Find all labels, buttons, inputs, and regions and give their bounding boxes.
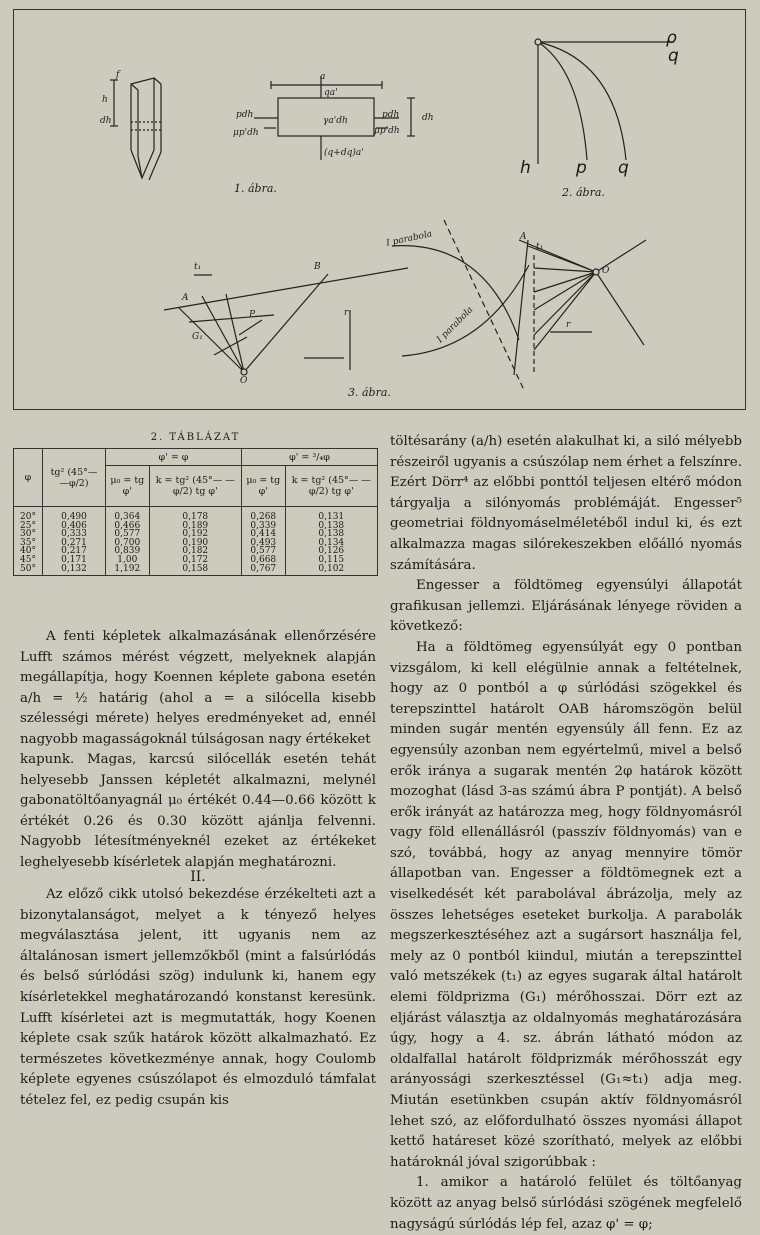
table-cell: 0,268	[241, 513, 285, 522]
fig2-caption: 2. ábra.	[562, 186, 605, 199]
fig3-label-t1: t₁	[194, 262, 202, 272]
fig1-label-dh-right: dh	[422, 113, 434, 123]
table-cell: 0,333	[43, 530, 106, 539]
table-cell: 0,126	[285, 547, 377, 556]
table-cell: 35°	[14, 539, 43, 548]
table-cell: 0,414	[241, 530, 285, 539]
fig3-label-r: r	[344, 308, 349, 318]
paragraph: kapunk. Magas, karcsú silócellák esetén tehát helyesebb Janssen képletét alkalmazni, melynél gabonatöltőanyagnál μ₀ értékét 0.44—0.66 között k értékét 0.26 és 0.30 között ajánlja felvenni. Nagyobb létesítményeknél ezeket az értékeket leghelyesebb kísérletek alapján meghatározni.	[20, 752, 376, 870]
fig2-label-q: q	[618, 158, 629, 178]
table-cell: 0,192	[149, 530, 241, 539]
group-phi-equal: φ' = φ	[106, 449, 242, 466]
col-k2: k = tg² (45°— —φ/2) tg φ'	[285, 466, 377, 507]
paragraph: 1. amikor a határoló felület és töltőanyag között az anyag belső súrlódási szögének megfelelő nagyságú súrlódás lép fel, azaz φ' = φ;	[390, 1175, 742, 1232]
figures-drawing	[14, 10, 747, 411]
table-cell: 0,700	[106, 539, 150, 548]
table-cell: 0,364	[106, 513, 150, 522]
table-cell: 0,406	[43, 522, 106, 531]
fig3-label-parabola2: I parabola	[435, 304, 476, 346]
fig1-label-h: h	[102, 95, 108, 105]
table-cell: 0,767	[241, 565, 285, 576]
table-cell: 0,131	[285, 513, 377, 522]
table-cell: 0,493	[241, 539, 285, 548]
paragraph: Engesser a földtömeg egyensúlyi állapotát grafikusan jellemzi. Eljárásának lényege röviden a következő:	[390, 578, 742, 635]
table-cell: 0,138	[285, 530, 377, 539]
col-phi: φ	[14, 449, 43, 507]
fig3-label-P: P	[249, 310, 256, 320]
table-cell: 0,138	[285, 522, 377, 531]
table-cell: 0,466	[106, 522, 150, 531]
table-cell: 0,182	[149, 547, 241, 556]
fig1-label-mu-left: μp'dh	[233, 128, 259, 138]
table-cell: 0,839	[106, 547, 150, 556]
col-k1: k = tg² (45°— —φ/2) tg φ'	[149, 466, 241, 507]
fig3-label-A: A	[182, 293, 189, 303]
group-phi-three-quarter: φ' = ³/₄φ	[241, 449, 377, 466]
col-tg: tg² (45°— —φ/2)	[43, 449, 106, 507]
table-cell: 20°	[14, 513, 43, 522]
fig2-label-p: p	[576, 158, 587, 178]
table-cell: 0,134	[285, 539, 377, 548]
fig3-label-O2: O	[602, 266, 610, 276]
table-cell: 1,00	[106, 556, 150, 565]
table-body	[14, 513, 378, 576]
paragraph: Ha a földtömeg egyensúlyát egy 0 pontban vizsgálom, ki kell elégülnie annak a feltételnek, hogy az 0 pontból a φ súrlódási szögekkel és terepszinttel határolt OAB háromszögön belül minden sugár mentén egyensúly áll fenn. Ez az egyensúly azonban nem egyértelmű, mivel a belső erők iránya a sugarak mentén 2φ határok között mozoghat (lásd 3-as számú ábra P pontját). A belső erők irányát az határozza meg, hogy földnyomásról vagy föld ellenállásról (passzív földnyomás) van e szó, továbbá, hogy az anyag mennyire tömör állapotban van. Engesser a földtömegnek ezt a viselkedését két parabolával ábrázolja, mely az összes lehetséges eseteket burkolja. A parabolák megszerkesztéséhez azt a sugársort használja fel, mely az 0 pontból kiindul, miután a terepszinttel való metszékek (t₁) az egyes sugarak által határolt elemi földprizma (G₁) mérőhosszai. Dörr ezt az eljárást választja az oldalnyomás meghatározására úgy, hogy a 4. sz. ábrán látható módon az oldalfallal határolt földprizmák mérőhosszát egy arányossági szerkesztéssel (G₁≈t₁) adja meg. Miután esetünkben csupán aktív földnyomásról lehet szó, az előfordulható összes nyomási állapot kettő határeset közé szorítható, melyek az előbbi határoknál jóval szigorúbbak :	[390, 639, 742, 1170]
table-cell: 0,115	[285, 556, 377, 565]
fig3-label-A2: A	[520, 232, 527, 242]
fig1-label-pdh-right: pdh	[382, 110, 400, 120]
table-cell: 0,577	[241, 547, 285, 556]
left-column-part1	[20, 627, 376, 751]
fig1-label-qa: qa'	[324, 88, 338, 98]
fig1-label-bottom: (q+dq)a'	[324, 148, 364, 158]
fig1-silo-column	[110, 78, 161, 180]
fig2-label-h: h	[520, 158, 531, 178]
left-column-part3	[20, 885, 376, 1112]
table-cell: 0,158	[149, 565, 241, 576]
fig1-label-mu-right: μp'dh	[374, 126, 400, 136]
table-cell: 0,668	[241, 556, 285, 565]
section-heading: II.	[190, 869, 206, 885]
data-table	[13, 448, 378, 576]
table-cell: 0,102	[285, 565, 377, 576]
fig1-label-pdh-left: pdh	[236, 110, 254, 120]
fig1-caption: 1. ábra.	[234, 182, 277, 195]
col-mu1: μ₀ = tg φ'	[106, 466, 150, 507]
fig3-label-G1: G₁	[192, 332, 203, 342]
table-cell: 0,178	[149, 513, 241, 522]
table-cell: 0,172	[149, 556, 241, 565]
fig3-label-r2: r	[566, 320, 571, 330]
paragraph: A fenti képletek alkalmazásának ellenőrzésére Lufft számos mérést végzett, melyeknek alapján megállapítja, hogy Koennen képlete gabona esetén a/h = ½ határig (ahol a = a silócella kisebb szélességi mérete) helyes eredményeket ad, ennél nagyobb magasságoknál túlságosan nagy értékeket	[20, 629, 376, 747]
table-cell: 0,490	[43, 513, 106, 522]
table-cell: 0,190	[149, 539, 241, 548]
table-title: 2. TÁBLÁZAT	[150, 432, 241, 443]
table-cell: 45°	[14, 556, 43, 565]
fig3-label-parabola1: I parabola	[385, 229, 434, 249]
table-cell: 0,171	[43, 556, 106, 565]
fig3-label-B: B	[314, 262, 321, 272]
fig1-label-f: f	[116, 70, 120, 80]
table-cell: 0,132	[43, 565, 106, 576]
table-cell: 0,189	[149, 522, 241, 531]
fig3-label-O: O	[240, 376, 248, 386]
paragraph: Az előző cikk utolsó bekezdése érzékelteti azt a bizonytalanságot, melyet a k tényező helyes megválasztása jelent, itt ugyanis nem az általánosan ismert jellemzőkből (mint a falsúrlódás és belső súrlódási szög) indulunk ki, hanem egy kísérletekkel meghatározandó konstanst keresünk. Lufft kísérletei azt is megmutatták, hogy Koenen képlete csak szűk határok között alkalmazható. Ez természetes következménye annak, hogy Coulomb képlete egyenes csúszólapot és elmozduló támfalat tételez fel, ez pedig csupán kis	[20, 887, 376, 1108]
fig3-label-t1b: t₁	[536, 242, 544, 252]
fig1-label-center: γa'dh	[323, 116, 348, 126]
fig2-label-q-top: q	[668, 46, 679, 66]
left-column-part2	[20, 750, 376, 874]
fig3-caption: 3. ábra.	[348, 386, 391, 399]
table-cell: 30°	[14, 530, 43, 539]
table-cell: 0,577	[106, 530, 150, 539]
fig1-label-a: a	[320, 72, 326, 82]
col-mu2: μ₀ = tg φ'	[241, 466, 285, 507]
fig2-label-rho: ρ	[666, 28, 677, 48]
right-column	[390, 432, 742, 1235]
fig2-curves	[535, 39, 674, 164]
figure-panel	[13, 9, 746, 410]
table-cell: 0,271	[43, 539, 106, 548]
fig3-right-construction	[392, 220, 646, 390]
table-cell: 50°	[14, 565, 43, 576]
fig1-label-dh: dh	[100, 116, 112, 126]
table-row	[14, 565, 378, 576]
table-cell: 40°	[14, 547, 43, 556]
paragraph: töltésarány (a/h) esetén alakulhat ki, a siló mélyebb részeiről ugyanis a csúszólap nem érhet a felszínre. Ezért Dörr⁴ az előbbi ponttól teljesen eltérő módon tárgyalja a silónyomás problémáját. Engesser⁵ geometriai földnyomáselméletéből indul ki, és ezt alkalmazza magas silórekeszekben előálló nyomás számítására.	[390, 434, 742, 573]
table-cell: 0,217	[43, 547, 106, 556]
table-cell: 25°	[14, 522, 43, 531]
table-cell: 1,192	[106, 565, 150, 576]
fig3-left-construction	[164, 268, 408, 375]
table-cell: 0,339	[241, 522, 285, 531]
